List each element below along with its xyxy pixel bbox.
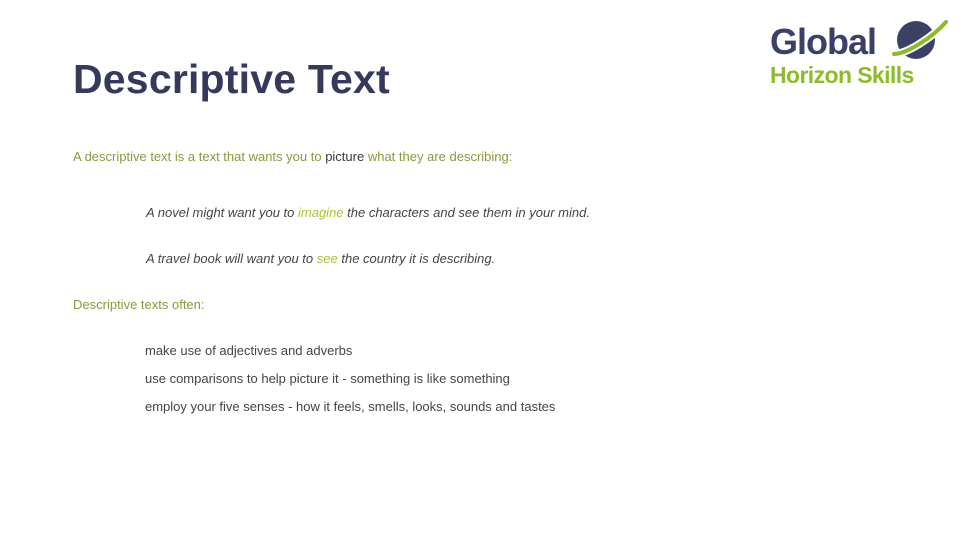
list-item: use comparisons to help picture it - something is like something	[145, 371, 510, 386]
global-horizon-skills-logo	[768, 14, 950, 90]
intro-text-after: what they are describing:	[364, 149, 513, 164]
intro-text	[73, 149, 512, 164]
example-text-highlight: imagine	[298, 205, 344, 220]
logo-text-global: Global	[770, 21, 877, 62]
example-novel	[146, 205, 590, 220]
example-text-before: A travel book will want you to	[146, 251, 317, 266]
example-travel-book	[146, 251, 495, 266]
logo-text-horizon-skills: Horizon Skills	[770, 62, 914, 88]
subheading: Descriptive texts often:	[73, 297, 205, 312]
list-item: make use of adjectives and adverbs	[145, 343, 353, 358]
example-text-after: the country it is describing.	[337, 251, 496, 266]
planet-icon	[892, 14, 950, 66]
slide-title: Descriptive Text	[73, 56, 390, 102]
example-text-before: A novel might want you to	[146, 205, 298, 220]
intro-text-before: A descriptive text is a text that wants you to	[73, 149, 326, 164]
list-item: employ your five senses - how it feels, smells, looks, sounds and tastes	[145, 399, 556, 414]
intro-text-highlight: picture	[325, 149, 365, 164]
bullet-list	[145, 343, 555, 427]
example-text-after: the characters and see them in your mind.	[343, 205, 590, 220]
example-text-highlight: see	[316, 251, 338, 266]
